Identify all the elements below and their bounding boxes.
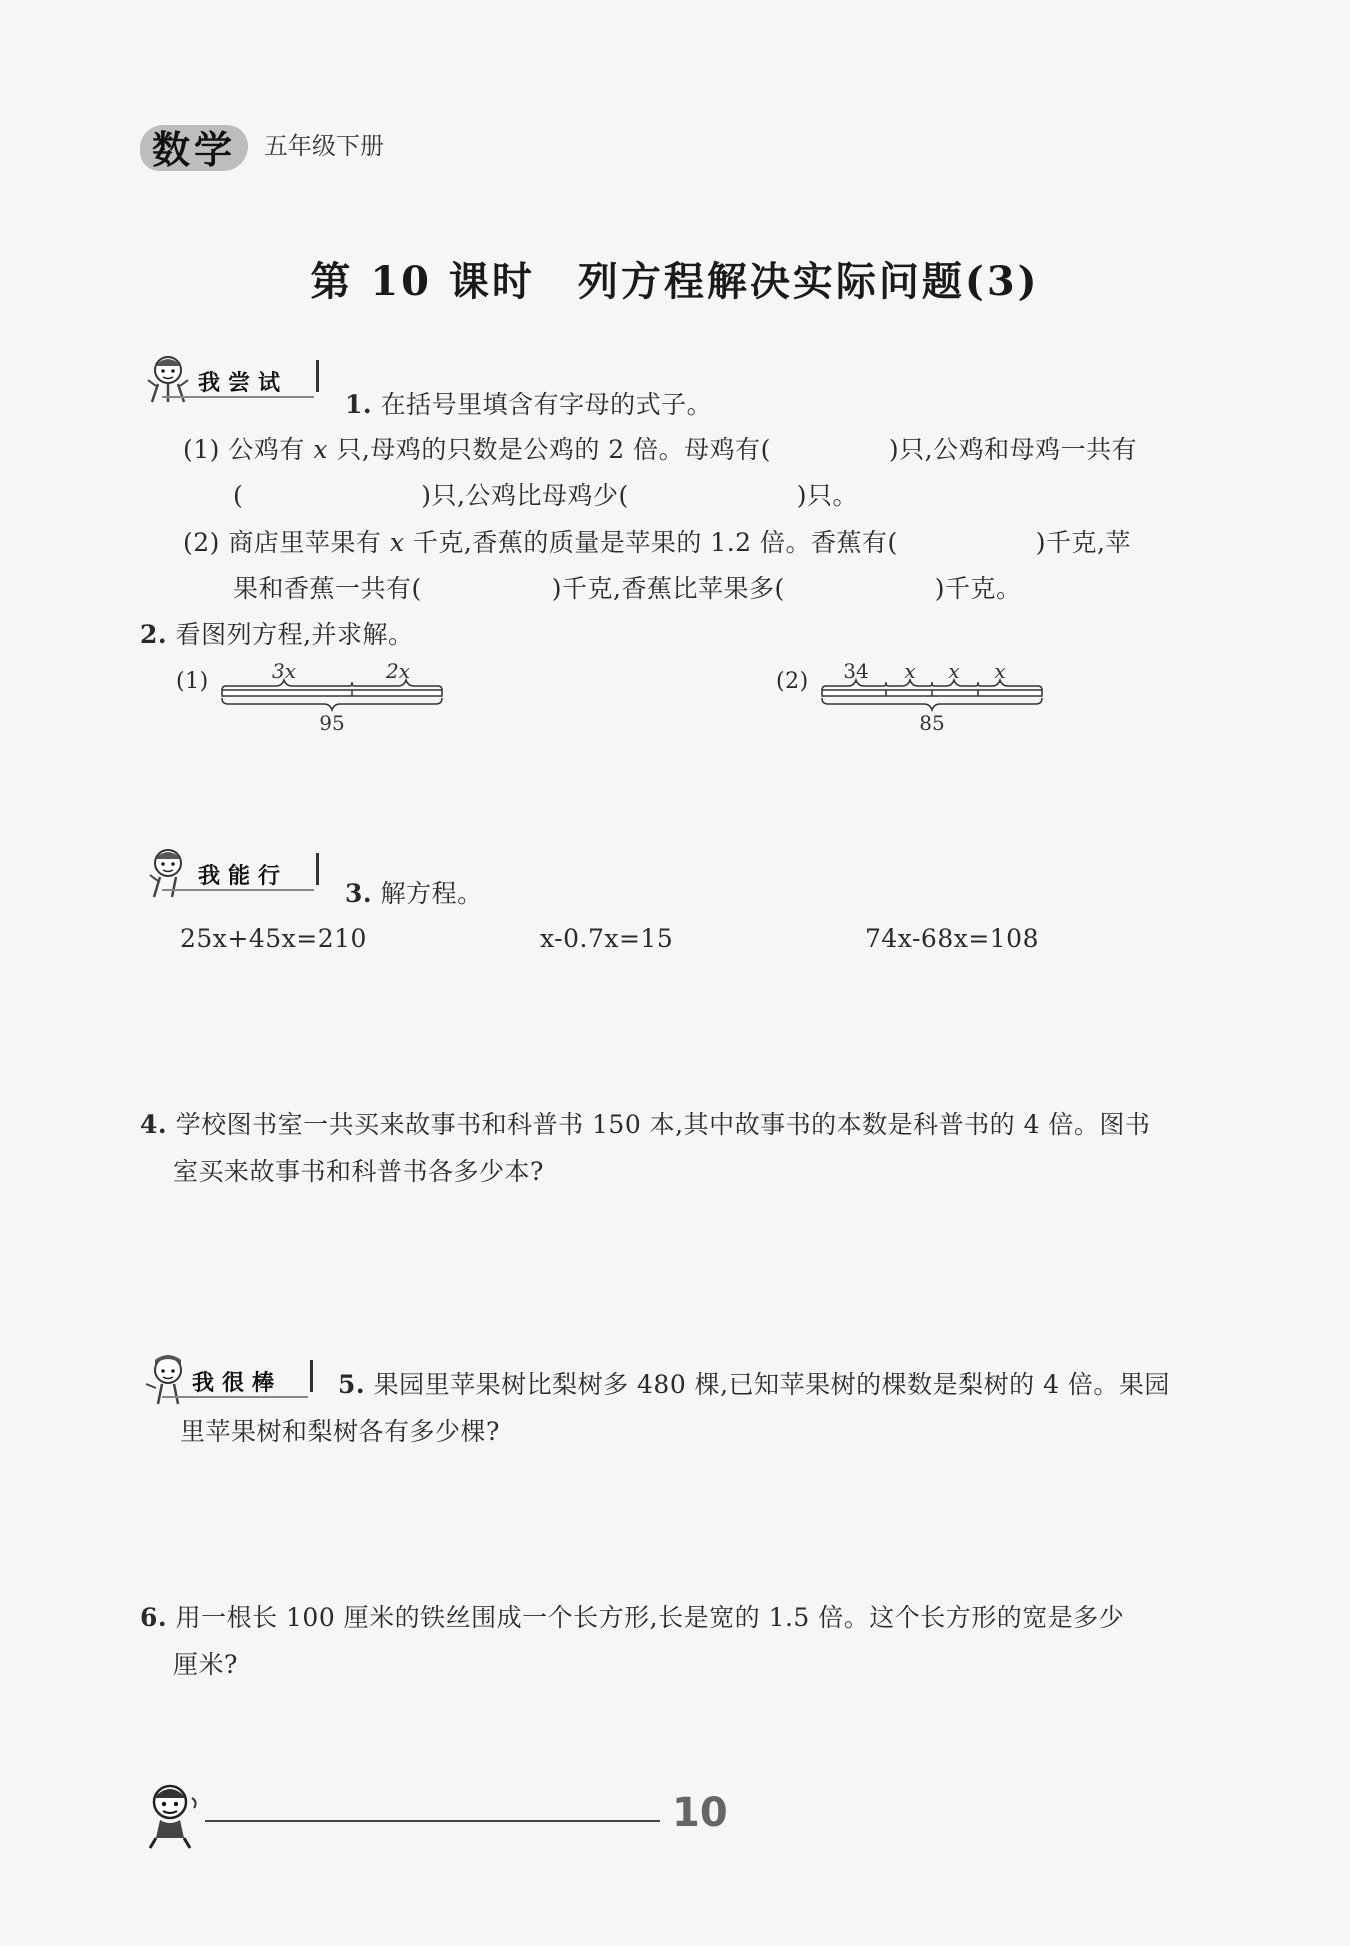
segment-label: 2x [385,660,411,683]
section-label: 我很棒 [192,1371,283,1396]
segment-label: 3x [271,660,297,683]
section-divider [316,360,319,392]
section-label: 我能行 [198,864,289,889]
equation-2: x-0.7x=15 [540,924,674,953]
section-divider [310,1360,313,1392]
grade-label: 五年级下册 [264,132,384,160]
segment-diagram-1 [220,660,445,740]
q1-heading: 1. 在括号里填含有字母的式子。 [345,390,713,419]
section-underline [162,889,314,891]
section-divider [316,853,319,885]
segment-diagram-2 [820,660,1045,740]
section-badge-can [142,845,322,893]
diagram2-label: (2) [776,669,809,694]
q6-line2: 厘米? [173,1650,238,1679]
girl-mascot-icon [142,352,194,408]
girl-mascot-icon [142,845,194,901]
q1-part2-line2: 果和香蕉一共有( )千克,香蕉比苹果多( )千克。 [233,574,1022,603]
segment-label: 34 [843,660,869,683]
bottom-brace [822,698,1042,710]
q5-line2: 里苹果树和梨树各有多少棵? [180,1417,500,1446]
q1-part1-line2: ( )只,公鸡比母鸡少( )只。 [233,481,858,510]
page-number: 10 [672,1790,728,1836]
q4-line1: 4. 学校图书室一共买来故事书和科普书 150 本,其中故事书的本数是科普书的 4 倍。图书 [140,1110,1151,1139]
bottom-brace [222,698,442,710]
diagram1-label: (1) [176,669,209,694]
section-underline [162,396,314,398]
section-badge-try [142,352,322,400]
total-label: 95 [319,711,345,735]
q1-part2-line1: (2) 商店里苹果有 x 千克,香蕉的质量是苹果的 1.2 倍。香蕉有( )千克,苹 [183,528,1131,557]
q6-line1: 6. 用一根长 100 厘米的铁丝围成一个长方形,长是宽的 1.5 倍。这个长方形的宽是多少 [140,1603,1125,1632]
footer-rule [205,1820,660,1822]
segment-label: x [904,660,916,683]
equation-3: 74x-68x=108 [865,924,1039,953]
q2-heading: 2. 看图列方程,并求解。 [140,620,414,649]
segment-bar [222,690,442,696]
subject-badge [140,115,250,175]
page-title: 第 10 课时 列方程解决实际问题(3) [310,258,1040,305]
boy-mascot-icon [142,1352,194,1408]
total-label: 85 [919,711,945,735]
section-badge-great [142,1352,318,1400]
section-underline [162,1396,308,1398]
equation-1: 25x+45x=210 [180,924,367,953]
q5-line1: 5. 果园里苹果树比梨树多 480 棵,已知苹果树的棵数是梨树的 4 倍。果园 [338,1370,1170,1399]
q3-heading: 3. 解方程。 [345,879,483,908]
segment-label: x [948,660,960,683]
q4-line2: 室买来故事书和科普书各多少本? [173,1157,544,1186]
footer-mascot-icon [140,1780,206,1850]
segment-label: x [994,660,1006,683]
subject-label: 数学 [152,128,237,172]
q1-part1-line1: (1) 公鸡有 x 只,母鸡的只数是公鸡的 2 倍。母鸡有( )只,公鸡和母鸡一共有 [183,435,1138,464]
section-label: 我尝试 [198,371,289,396]
